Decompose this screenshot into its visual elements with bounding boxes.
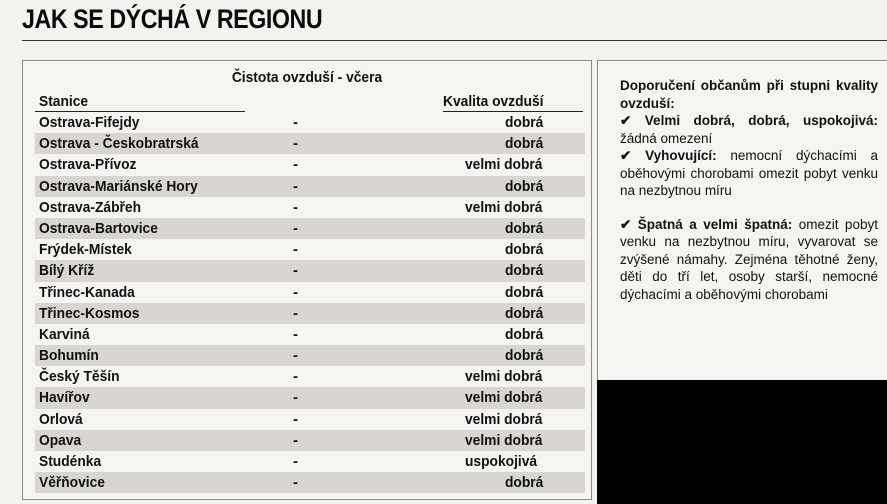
table-row	[35, 387, 585, 408]
table-row	[35, 366, 585, 387]
quality-value: velmi dobrá	[465, 368, 543, 386]
station-name: Havířov	[39, 389, 90, 407]
quality-value: dobrá	[505, 262, 544, 280]
row-dash: -	[293, 156, 298, 174]
table-row	[35, 345, 585, 366]
checkmark-icon: ✔	[620, 148, 632, 163]
quality-value: dobrá	[505, 304, 544, 322]
quality-value: velmi dobrá	[465, 198, 543, 216]
quality-value: dobrá	[505, 283, 544, 301]
station-name: Bohumín	[39, 347, 99, 365]
advice-item-1-text: žádná omezení	[620, 130, 713, 146]
quality-value: uspokojivá	[465, 453, 538, 470]
table-row	[35, 260, 585, 281]
table-row	[35, 430, 585, 451]
checkmark-icon: ✔	[620, 216, 632, 232]
quality-value: dobrá	[505, 241, 544, 259]
column-header-station: Stanice	[39, 93, 89, 110]
row-dash: -	[293, 177, 298, 195]
headline: JAK SE DÝCHÁ V REGIONU	[22, 4, 323, 34]
row-dash: -	[293, 325, 298, 343]
station-name: Ostrava - Českobratrská	[39, 135, 199, 153]
table-row	[35, 176, 585, 197]
row-dash: -	[293, 347, 298, 365]
advice-item-2	[620, 147, 878, 200]
row-dash: -	[293, 368, 298, 386]
quality-value: dobrá	[505, 135, 544, 153]
row-dash: -	[293, 431, 298, 449]
quality-value: dobrá	[505, 474, 544, 492]
table-row	[35, 303, 585, 324]
station-name: Ostrava-Fifejdy	[39, 114, 140, 131]
advice-item-3-label: Špatná a velmi špatná:	[637, 216, 793, 232]
headline-rule	[22, 40, 887, 41]
table-row	[35, 112, 585, 133]
station-name: Ostrava-Přívoz	[39, 156, 137, 174]
row-dash: -	[293, 304, 298, 322]
table-row	[35, 218, 585, 239]
quality-value: dobrá	[505, 114, 544, 131]
row-dash: -	[293, 114, 298, 131]
table-row	[35, 282, 585, 303]
quality-value: dobrá	[505, 177, 544, 195]
table-row	[35, 239, 585, 260]
checkmark-icon: ✔	[620, 113, 632, 128]
table-row	[35, 472, 585, 493]
advice-item-2-label: Vyhovující:	[645, 148, 717, 163]
row-dash: -	[293, 389, 298, 407]
quality-value: dobrá	[505, 347, 544, 365]
row-dash: -	[293, 410, 298, 428]
station-name: Karviná	[39, 325, 90, 343]
station-name: Třinec-Kosmos	[39, 304, 140, 322]
table-row	[35, 324, 585, 345]
table-rows	[35, 112, 585, 493]
station-name: Ostrava-Bartovice	[39, 219, 158, 237]
row-dash: -	[293, 219, 298, 237]
advice-item-2-text: nemocní dýchacími a oběhovými chorobami omezit pobyt venku na nezbytnou míru	[620, 148, 878, 198]
station-name: Opava	[39, 431, 82, 449]
station-name: Orlová	[39, 410, 83, 428]
advice-item-1	[620, 112, 878, 147]
advice-item-1-label: Velmi dobrá, dobrá, uspokojivá:	[644, 113, 878, 128]
row-dash: -	[293, 135, 298, 153]
row-dash: -	[293, 283, 298, 301]
quality-value: velmi dobrá	[465, 156, 543, 174]
row-dash: -	[293, 241, 298, 259]
row-dash: -	[293, 474, 298, 492]
station-name: Studénka	[39, 453, 102, 470]
quality-value: velmi dobrá	[465, 431, 543, 449]
column-header-quality: Kvalita ovzduší	[443, 93, 544, 110]
quality-value: dobrá	[505, 219, 544, 237]
black-block	[597, 380, 887, 504]
advice-box	[597, 60, 887, 380]
station-name: Bílý Kříž	[39, 262, 95, 280]
table-row	[35, 133, 585, 154]
air-quality-table	[22, 60, 592, 500]
row-dash: -	[293, 262, 298, 280]
table-title: Čistota ovzduší - včera	[231, 69, 383, 86]
station-name: Věřňovice	[39, 474, 105, 492]
station-name: Ostrava-Mariánské Hory	[39, 177, 198, 195]
quality-value: dobrá	[505, 325, 544, 343]
quality-value: velmi dobrá	[465, 410, 543, 428]
station-name: Frýdek-Místek	[39, 241, 132, 259]
advice-title: Doporučení občanům při stupni kvality ovzduší:	[620, 78, 878, 111]
table-row	[35, 451, 585, 472]
row-dash: -	[293, 198, 298, 216]
station-name: Ostrava-Zábřeh	[39, 198, 142, 216]
table-row	[35, 409, 585, 430]
row-dash: -	[293, 453, 298, 470]
table-row	[35, 197, 585, 218]
advice-item-3	[620, 216, 878, 304]
station-name: Český Těšín	[39, 368, 120, 386]
advice-item-3-text: omezit pobyt venku na nezbytnou míru, vyvarovat se zvýšené námahy. Zejména těhotné ženy, děti do tří let, osoby starší, nemocné dýchacími a oběhovými chorobami	[620, 216, 878, 302]
quality-value: velmi dobrá	[465, 389, 543, 407]
table-row	[35, 154, 585, 175]
station-name: Třinec-Kanada	[39, 283, 135, 301]
